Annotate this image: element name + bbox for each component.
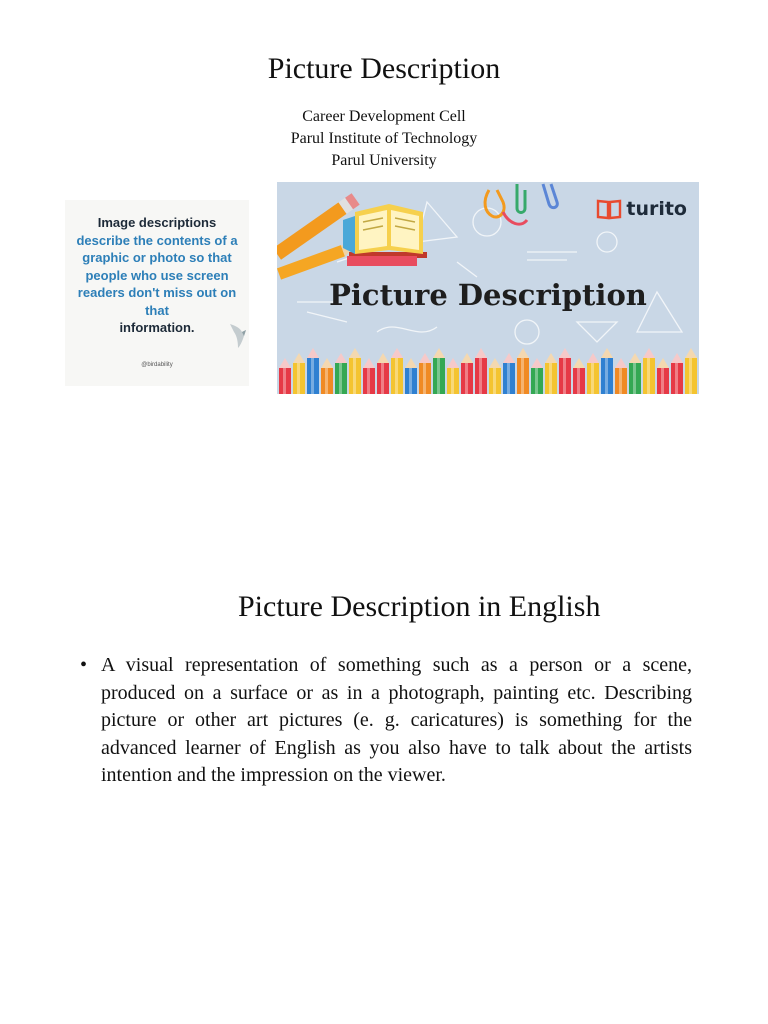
pencil-decor	[657, 358, 669, 394]
pencil-decor	[587, 353, 599, 394]
pencil-decor	[475, 348, 487, 394]
pencil-decor	[545, 353, 557, 394]
brand-name: turito	[626, 198, 687, 220]
info-card-tail: information.	[119, 320, 195, 335]
pencil-decor	[307, 348, 319, 394]
bullet-symbol: •	[80, 654, 88, 676]
info-card	[65, 200, 249, 386]
bullet-item	[80, 652, 692, 790]
pencil-decor	[601, 348, 613, 394]
pencil-decor	[391, 348, 403, 394]
banner-title: Picture Description	[329, 278, 647, 312]
banner-image	[277, 182, 699, 394]
subtitle-line-university: Parul University	[331, 152, 437, 169]
subtitle-line-institute: Parul Institute of Technology	[290, 130, 478, 147]
pencil-decor	[559, 348, 571, 394]
bird-icon	[228, 318, 248, 350]
pencil-decor	[349, 348, 361, 394]
slide-title: Picture Description	[267, 52, 501, 85]
pencil-decor	[517, 348, 529, 394]
subtitle-line-cell: Career Development Cell	[302, 108, 466, 125]
pencil-row	[277, 182, 699, 394]
pencil-decor	[293, 353, 305, 394]
pencil-decor	[433, 348, 445, 394]
subtitle-block	[0, 106, 768, 172]
pencil-decor	[615, 358, 627, 394]
pencil-decor	[503, 353, 515, 394]
bullet-text: A visual representation of something such as a person or a scene, produced on a surface or as in a photograph, painting etc. Describing picture or other art pictures (e. g. caricatures) is something for the advanced learner of English as you also have to talk about the artists intention and the impression on the viewer.	[101, 654, 692, 786]
pencil-decor	[335, 353, 347, 394]
pencil-decor	[573, 358, 585, 394]
info-card-body: describe the contents of a graphic or photo so that people who use screen readers don't miss out on that	[76, 232, 238, 318]
pencil-decor	[461, 353, 473, 394]
info-card-heading: Image descriptions	[97, 215, 217, 230]
pencil-decor	[363, 358, 375, 394]
pencil-decor	[377, 353, 389, 394]
pencil-decor	[447, 358, 459, 394]
pencil-decor	[671, 353, 683, 394]
pencil-decor	[629, 353, 641, 394]
section-title: Picture Description in English	[238, 590, 601, 623]
pencil-decor	[643, 348, 655, 394]
pencil-decor	[685, 348, 697, 394]
pencil-decor	[405, 358, 417, 394]
pencil-decor	[321, 358, 333, 394]
pencil-decor	[531, 358, 543, 394]
pencil-decor	[419, 353, 431, 394]
pencil-decor	[279, 358, 291, 394]
info-card-credit: @birdability	[141, 361, 173, 368]
pencil-decor	[489, 358, 501, 394]
